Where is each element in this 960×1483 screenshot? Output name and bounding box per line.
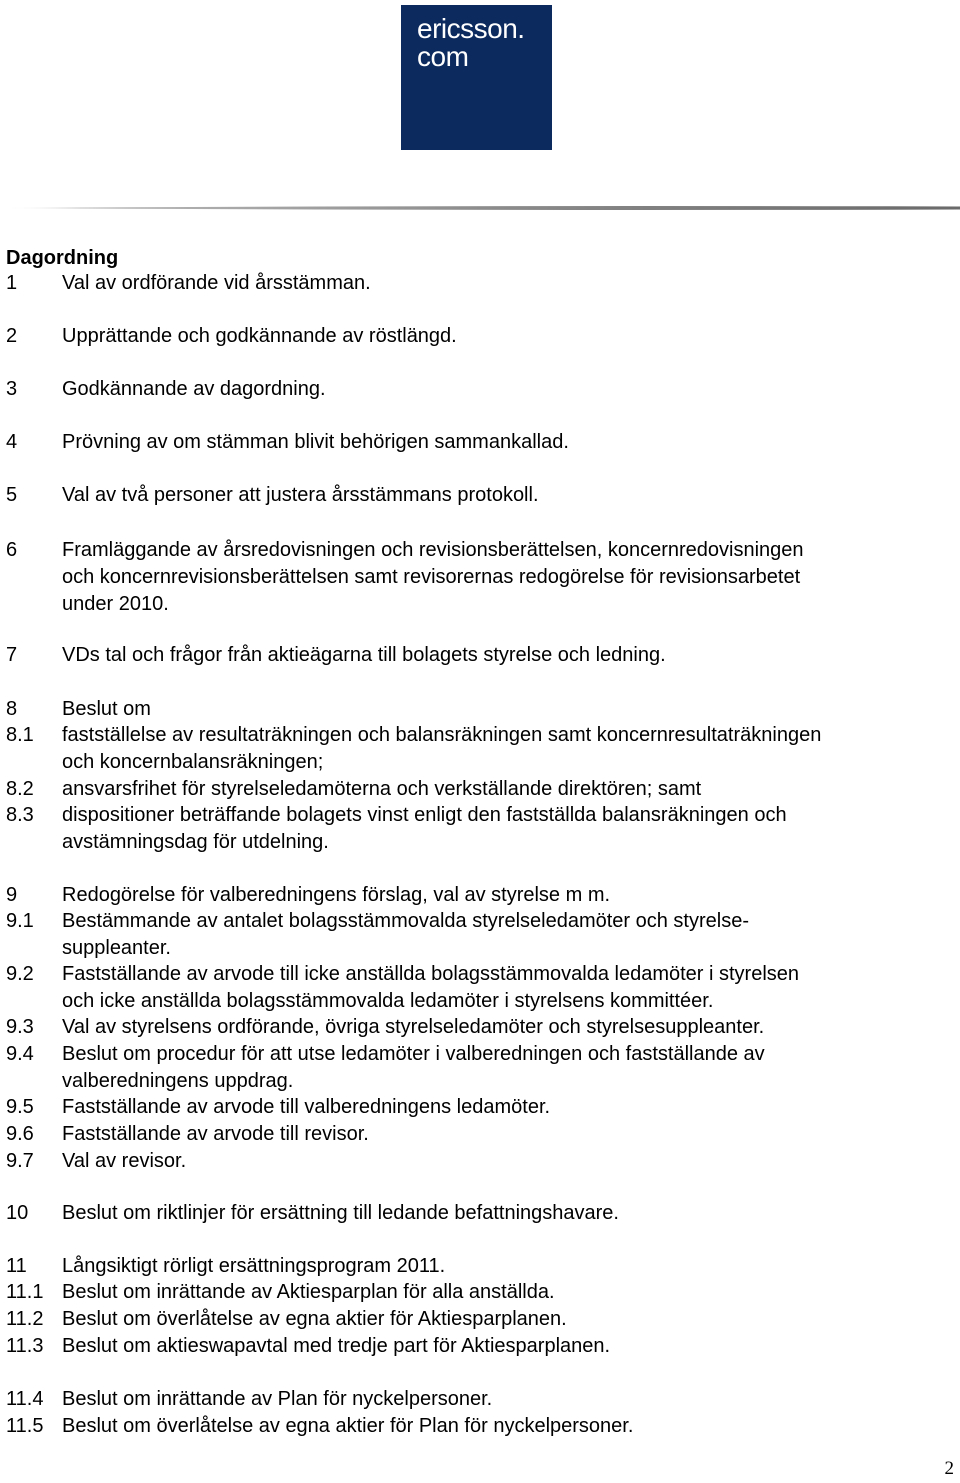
agenda-item-number: 9.3	[6, 1016, 34, 1038]
agenda-item-text: ansvarsfrihet för styrelseledamöterna och verkställande direktören; samt	[62, 778, 702, 800]
agenda-item-number: 10	[6, 1202, 29, 1224]
agenda-item-text: Framläggande av årsredovisningen och revisionsberättelsen, koncernredovisningen	[62, 539, 804, 561]
agenda-item-text: Bestämmande av antalet bolagsstämmovalda styrelseledamöter och styrelse-	[62, 910, 749, 932]
agenda-item-text: VDs tal och frågor från aktieägarna till bolagets styrelse och ledning.	[62, 644, 666, 666]
agenda-item-number: 9.6	[6, 1123, 34, 1145]
agenda-item-text: Val av ordförande vid årsstämman.	[62, 272, 371, 294]
logo-text: ericsson. com	[417, 13, 525, 72]
agenda-item-number: 11.3	[6, 1335, 44, 1357]
agenda-item-number: 11.1	[6, 1281, 44, 1303]
agenda-item-number: 2	[6, 325, 18, 347]
agenda-item-number: 11.4	[6, 1388, 44, 1410]
agenda-item-text: Upprättande och godkännande av röstlängd.	[62, 325, 457, 347]
ericsson-logo	[401, 5, 552, 150]
agenda-item-text: dispositioner beträffande bolagets vinst enligt den fastställda balansräkningen och	[62, 804, 787, 826]
agenda-item-number: 8	[6, 698, 18, 720]
agenda-item-text: valberedningens uppdrag.	[62, 1070, 294, 1092]
agenda-item-text: Beslut om inrättande av Aktiesparplan för alla anställda.	[62, 1281, 555, 1303]
agenda-item-text: Beslut om inrättande av Plan för nyckelpersoner.	[62, 1388, 493, 1410]
agenda-item-number: 5	[6, 484, 18, 506]
page-number: 2	[944, 1458, 954, 1479]
agenda-item-text: och koncernbalansräkningen;	[62, 751, 324, 773]
agenda-item-text: Fastställande av arvode till revisor.	[62, 1123, 369, 1145]
agenda-item-text: under 2010.	[62, 593, 169, 615]
agenda-item-text: Beslut om	[62, 698, 151, 720]
agenda-item-number: 7	[6, 644, 18, 666]
agenda-item-number: 8.2	[6, 778, 34, 800]
agenda-item-number: 6	[6, 539, 18, 561]
agenda-item-number: 11.2	[6, 1308, 44, 1330]
header-divider	[5, 205, 960, 211]
agenda-item-number: 9.4	[6, 1043, 34, 1065]
agenda-item-number: 9.5	[6, 1096, 34, 1118]
agenda-item-text: och koncernrevisionsberättelsen samt revisorernas redogörelse för revisionsarbetet	[62, 566, 801, 588]
agenda-item-number: 9.1	[6, 910, 34, 932]
agenda-item-number: 9	[6, 884, 18, 906]
agenda-item-text: Långsiktigt rörligt ersättningsprogram 2011.	[62, 1255, 446, 1277]
agenda-item-number: 9.7	[6, 1150, 34, 1172]
agenda-item-text: Beslut om överlåtelse av egna aktier för Plan för nyckelpersoner.	[62, 1415, 634, 1437]
agenda-item-text: suppleanter.	[62, 937, 171, 959]
agenda-item-text: fastställelse av resultaträkningen och balansräkningen samt koncernresultaträkningen	[62, 724, 822, 746]
agenda-item-text: Fastställande av arvode till valberedningens ledamöter.	[62, 1096, 551, 1118]
agenda-item-text: och icke anställda bolagsstämmovalda ledamöter i styrelsens kommittéer.	[62, 990, 714, 1012]
agenda-item-text: Beslut om riktlinjer för ersättning till ledande befattningshavare.	[62, 1202, 619, 1224]
agenda-item-text: Beslut om aktieswapavtal med tredje part för Aktiesparplanen.	[62, 1335, 611, 1357]
agenda-item-number: 1	[6, 272, 18, 294]
agenda-item-text: Val av två personer att justera årsstämmans protokoll.	[62, 484, 539, 506]
agenda-item-number: 4	[6, 431, 18, 453]
agenda-item-number: 11	[6, 1255, 27, 1277]
agenda-item-number: 8.3	[6, 804, 34, 826]
agenda-heading: Dagordning	[6, 247, 119, 269]
agenda-item-number: 9.2	[6, 963, 34, 985]
agenda-item-text: Beslut om överlåtelse av egna aktier för Aktiesparplanen.	[62, 1308, 567, 1330]
agenda-item-text: Redogörelse för valberedningens förslag, val av styrelse m m.	[62, 884, 611, 906]
agenda-item-number: 3	[6, 378, 18, 400]
agenda-item-text: Godkännande av dagordning.	[62, 378, 326, 400]
agenda-item-text: avstämningsdag för utdelning.	[62, 831, 329, 853]
agenda-item-text: Fastställande av arvode till icke anställda bolagsstämmovalda ledamöter i styrelsen	[62, 963, 800, 985]
agenda-item-text: Val av revisor.	[62, 1150, 187, 1172]
agenda-item-text: Beslut om procedur för att utse ledamöter i valberedningen och fastställande av	[62, 1043, 765, 1065]
agenda-item-number: 8.1	[6, 724, 34, 746]
agenda-item-text: Val av styrelsens ordförande, övriga styrelseledamöter och styrelsesuppleanter.	[62, 1016, 765, 1038]
agenda-item-text: Prövning av om stämman blivit behörigen sammankallad.	[62, 431, 569, 453]
agenda-item-number: 11.5	[6, 1415, 44, 1437]
